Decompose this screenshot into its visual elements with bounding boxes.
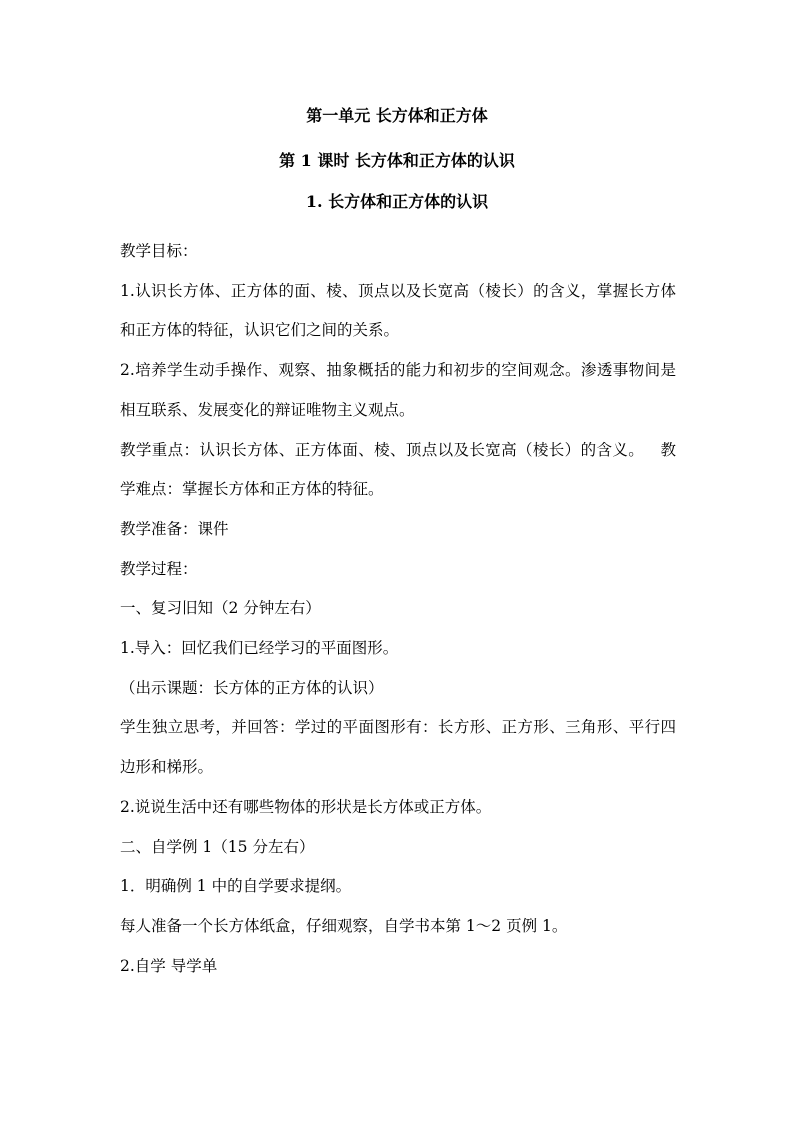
objective-1: 1.认识长方体、正方体的面、棱、顶点以及长宽高（棱长）的含义，掌握长方体和正方体的特征，认识它们之间的关系。 [120, 281, 676, 340]
section-2-heading: 二、自学例 1（15 分左右） [120, 837, 315, 856]
section-1-heading: 一、复习旧知（2 分钟左右） [120, 599, 321, 618]
unit-title: 第一单元 长方体和正方体 [306, 106, 488, 125]
preparation: 教学准备：课件 [120, 519, 229, 538]
objectives-label: 教学目标： [120, 242, 198, 260]
document-body [120, 232, 676, 986]
difficulty: 教学难点：掌握长方体和正方体的特征。 [120, 440, 676, 499]
key-point: 教学重点：认识长方体、正方体面、棱、顶点以及长宽高（棱长）的含义。 [120, 440, 645, 459]
item-1-2: 2.说说生活中还有哪些物体的形状是长方体或正方体。 [120, 797, 492, 816]
process-label: 教学过程： [120, 559, 198, 578]
key-point-paragraph [120, 431, 676, 510]
item-1-answer: 学生独立思考，并回答：学过的平面图形有：长方形、正方形、三角形、平行四边形和梯形。 [120, 718, 676, 777]
section-title: 1. 长方体和正方体的认识 [305, 192, 489, 211]
objective-2: 2.培养学生动手操作、观察、抽象概括的能力和初步的空间观念。渗透事物间是相互联系、发展变化的辩证唯物主义观点。 [120, 361, 676, 419]
lesson-title: 第 1 课时 长方体和正方体的认识 [279, 151, 515, 170]
item-2-1-detail: 每人准备一个长方体纸盒，仔细观察，自学书本第 1～2 页例 1。 [120, 916, 568, 935]
item-2-1: 1．明确例 1 中的自学要求提纲。 [120, 877, 352, 896]
item-1-note: （出示课题：长方体的正方体的认识） [120, 678, 384, 697]
item-1-1: 1.导入：回忆我们已经学习的平面图形。 [120, 639, 399, 658]
item-2-2: 2.自学 导学单 [120, 956, 218, 975]
